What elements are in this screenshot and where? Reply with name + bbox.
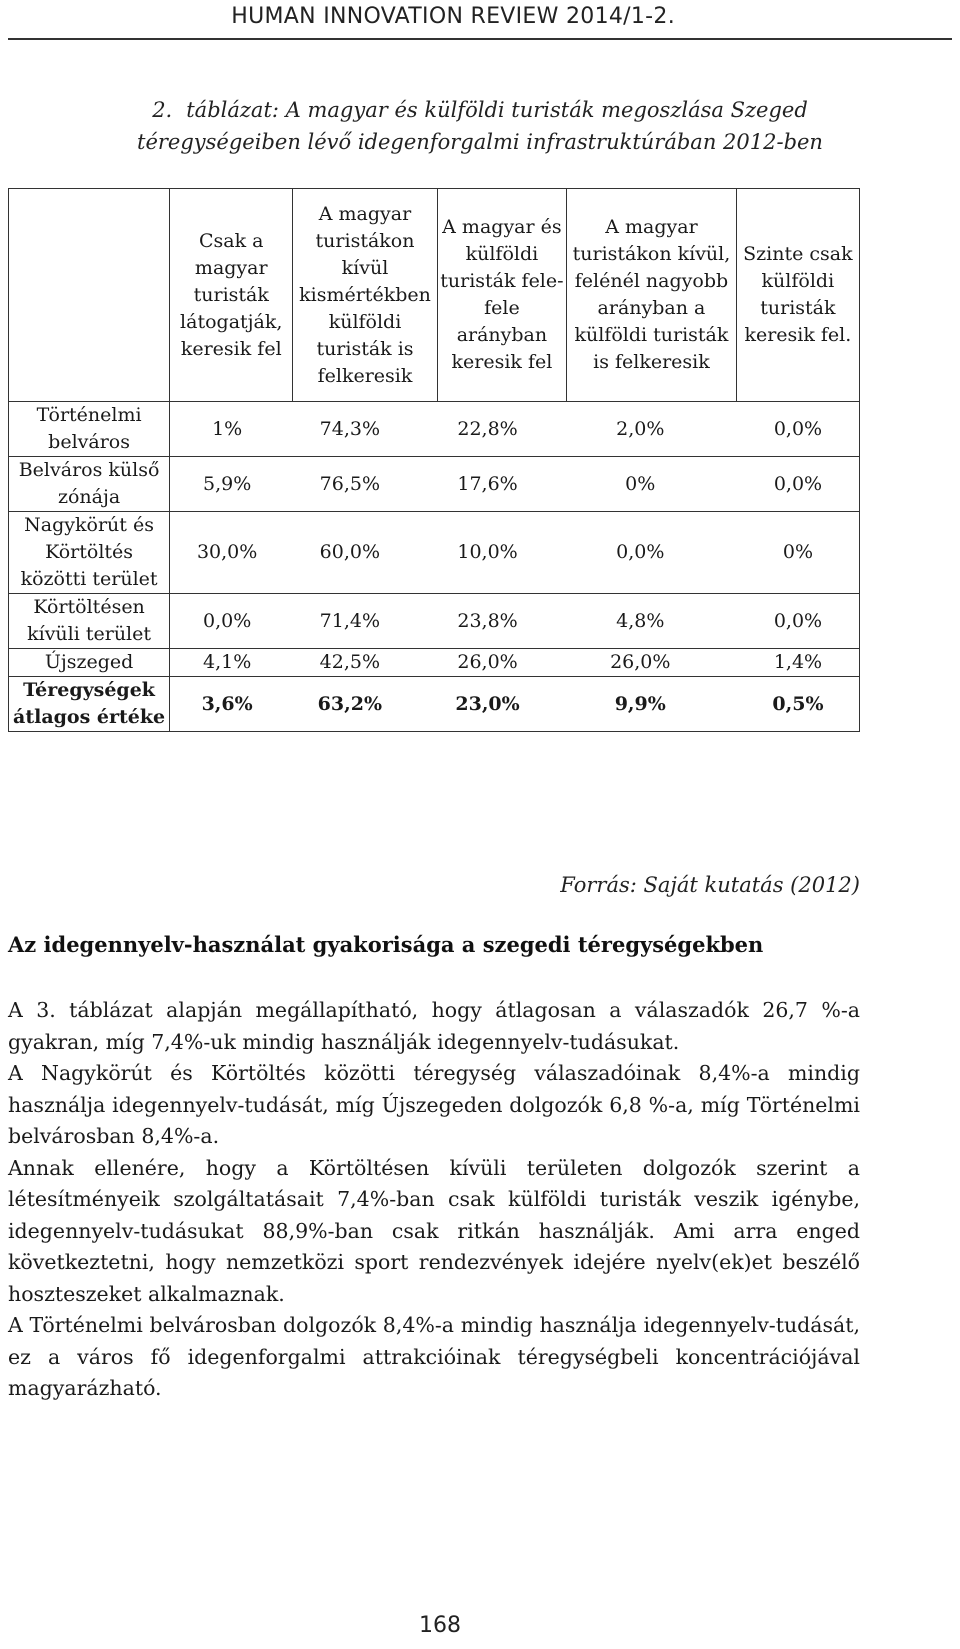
table-cell: 10,0%	[457, 541, 518, 563]
paragraph: Annak ellenére, hogy a Körtöltésen kívüli területen dolgozók szerint a létesítményeik szolgáltatásait 7,4%-ban csak külföldi turisták veszik igénybe, idegennyelv-tudásukat 88,9%-ban csak ritkán használják. Ami arra enged következtetni, hogy nemzetközi sport rendezvények idejére nyelv(ek)et beszélő hoszteszeket alkalmaznak.	[8, 1155, 860, 1306]
table-cell: 9,9%	[614, 692, 666, 715]
table-cell: 0,5%	[772, 692, 824, 715]
caption-number: 2.	[152, 98, 173, 122]
table-cell: 30,0%	[196, 541, 258, 563]
table-row	[9, 512, 860, 594]
table-header-row	[9, 189, 860, 402]
row-values	[170, 402, 860, 457]
table-cell: 4,8%	[616, 609, 665, 632]
column-header: Szinte csak külföldi turisták keresik fel.	[736, 189, 859, 402]
table-cell: 17,6%	[457, 472, 518, 495]
table-row	[9, 594, 860, 649]
table-row-average	[9, 677, 860, 732]
row-label: Belváros külső zónája	[9, 457, 170, 512]
header-corner	[9, 189, 170, 402]
paragraph: A 3. táblázat alapján megállapítható, hogy átlagosan a válaszadók 26,7 %-a gyakran, míg 7,4%-uk mindig használják idegennyelv-tudásukat.	[8, 998, 860, 1054]
table-cell: 0%	[625, 472, 656, 495]
header-rule	[8, 38, 952, 40]
row-values	[170, 512, 860, 594]
column-header: Csak a magyar turisták látogatják, keresik fel	[170, 189, 293, 402]
paragraph: A Történelmi belvárosban dolgozók 8,4%-a mindig használja idegennyelv-tudását, ez a város fő idegenforgalmi attrakcióinak téregységbeli koncentrációjával magyarázható.	[8, 1313, 860, 1400]
table-caption	[0, 94, 960, 158]
table-cell: 74,3%	[319, 417, 381, 440]
table-cell: 4,1%	[203, 651, 252, 673]
table-cell: 1%	[212, 417, 243, 440]
table-cell: 23,8%	[457, 609, 518, 632]
table-cell: 42,5%	[319, 651, 381, 673]
column-header: A magyar turistákon kívül kismértékben külföldi turisták is felkeresik	[293, 189, 437, 402]
column-header: A magyar turistákon kívül, felénél nagyobb arányban a külföldi turisták is felkeresik	[567, 189, 737, 402]
row-values	[170, 457, 860, 512]
running-header	[0, 0, 960, 40]
table-cell: 0,0%	[773, 472, 823, 495]
table-cell: 3,6%	[201, 692, 253, 715]
row-label: Körtöltésen kívüli terület	[9, 594, 170, 649]
row-label: Nagykörút és Körtöltés közötti terület	[9, 512, 170, 594]
caption-line-1	[0, 94, 960, 126]
body-text	[8, 995, 860, 1405]
table-cell: 1,4%	[773, 651, 823, 673]
table-cell: 76,5%	[319, 472, 381, 495]
table-cell: 23,0%	[455, 692, 520, 715]
row-label: Újszeged	[9, 649, 170, 677]
table-cell: 71,4%	[319, 609, 381, 632]
table-cell: 0%	[782, 541, 814, 563]
table-row	[9, 402, 860, 457]
row-values	[170, 594, 860, 649]
table-cell: 60,0%	[319, 541, 381, 563]
table-cell: 22,8%	[457, 417, 518, 440]
table-cell: 0,0%	[773, 417, 823, 440]
table-cell: 26,0%	[610, 651, 671, 673]
row-label: Történelmi belváros	[9, 402, 170, 457]
table-cell: 2,0%	[616, 417, 665, 440]
section-heading: Az idegennyelv-használat gyakorisága a szegedi téregységekben	[8, 932, 764, 957]
journal-title: HUMAN INNOVATION REVIEW 2014/1-2.	[231, 4, 675, 29]
column-header: A magyar és külföldi turisták fele-fele arányban keresik fel	[437, 189, 567, 402]
paragraph: A Nagykörút és Körtöltés közötti téregység válaszadóinak 8,4%-a mindig használja idegennyelv-tudását, míg Újszegeden dolgozók 6,8 %-a, míg Történelmi belvárosban 8,4%-a.	[8, 1061, 860, 1148]
table-cell: 5,9%	[203, 472, 252, 495]
table-cell: 26,0%	[457, 651, 518, 673]
table-cell: 63,2%	[317, 692, 383, 715]
row-values	[170, 677, 860, 732]
table-row	[9, 457, 860, 512]
table-cell: 0,0%	[203, 609, 252, 632]
row-values	[170, 649, 860, 677]
caption-text-2: téregységeiben lévő idegenforgalmi infrastruktúrában 2012-ben	[137, 130, 823, 154]
row-label: Téregységek átlagos értéke	[9, 677, 170, 732]
table-cell: 0,0%	[773, 609, 823, 632]
table-source: Forrás: Saját kutatás (2012)	[560, 873, 860, 897]
caption-text-1: táblázat: A magyar és külföldi turisták megoszlása Szeged	[186, 98, 808, 122]
data-table	[8, 188, 860, 732]
page-number: 168	[419, 1613, 461, 1638]
table-row	[9, 649, 860, 677]
table-cell: 0,0%	[616, 541, 665, 563]
